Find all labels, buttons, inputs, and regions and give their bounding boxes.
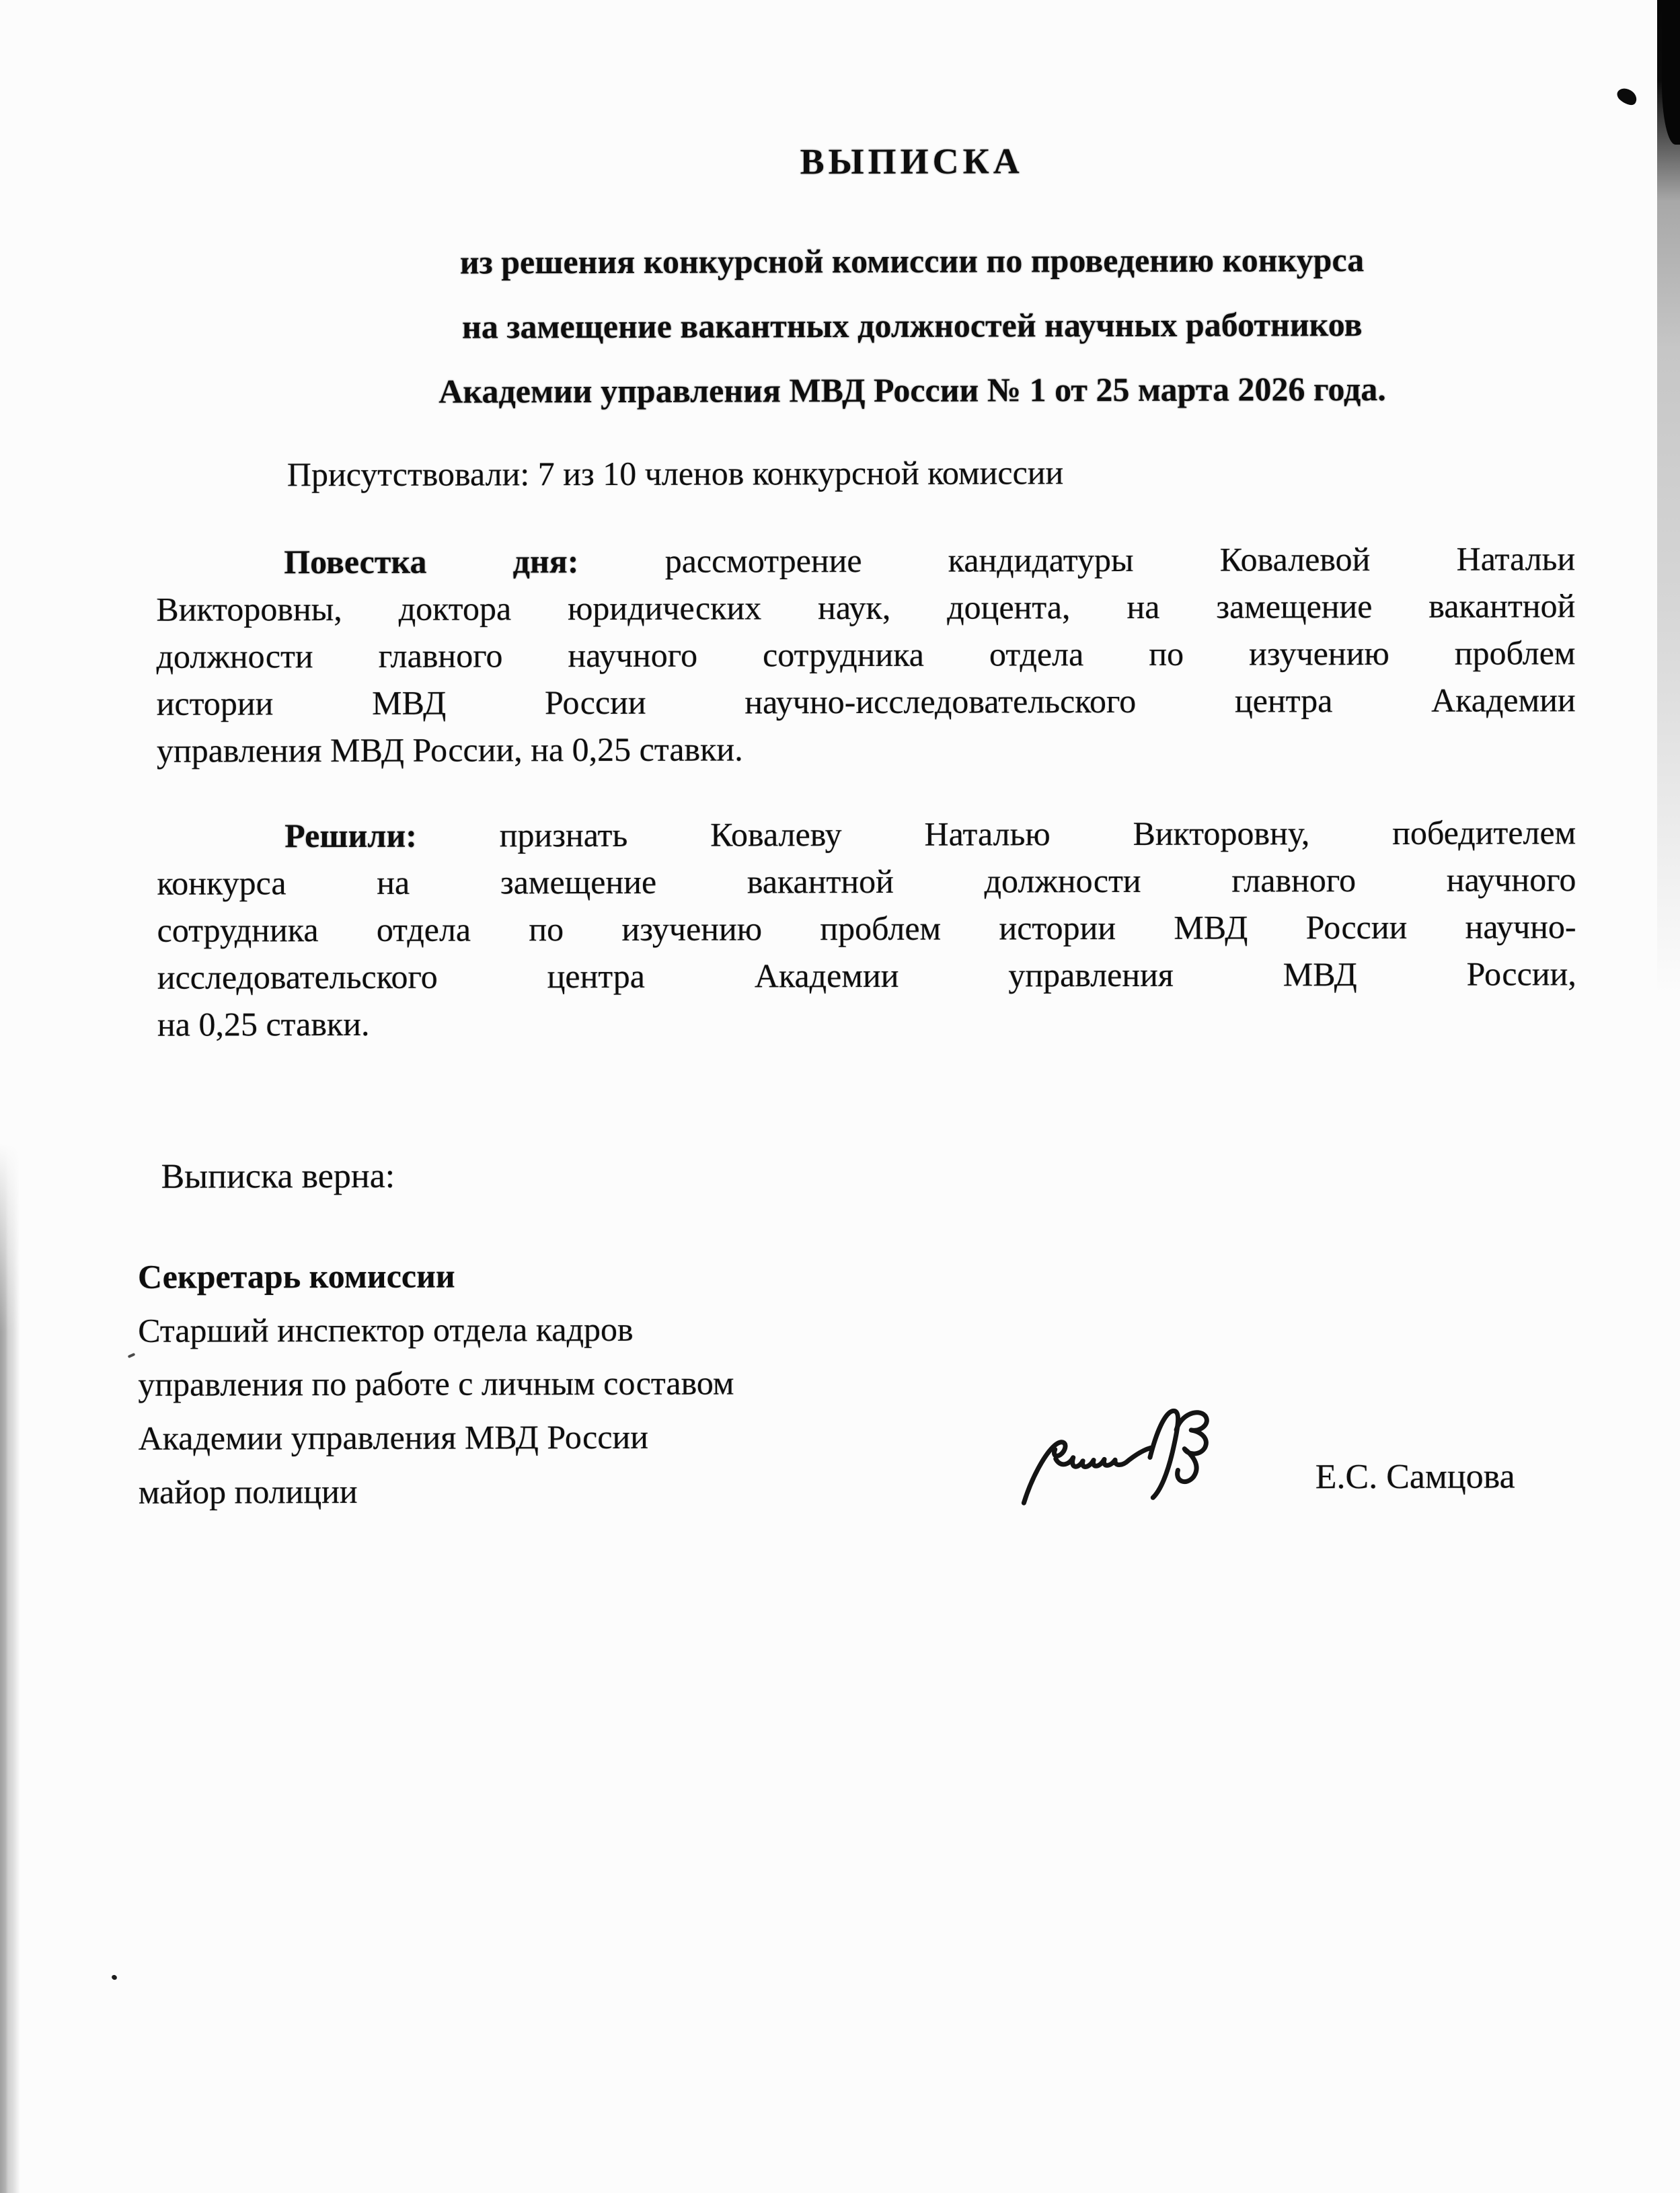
document-subtitle xyxy=(202,227,1622,424)
signer-block xyxy=(138,1247,1147,1519)
agenda-first-line xyxy=(156,535,1575,586)
ink-blot-mark xyxy=(1615,85,1640,109)
signer-line: Академии управления МВД России xyxy=(138,1417,649,1457)
scan-left-edge-fade xyxy=(0,1144,20,1332)
agenda-line: Викторовны, доктора юридических наук, доцента, на замещение вакантной xyxy=(156,587,1576,628)
dust-speck xyxy=(111,1974,118,1980)
signer-line: управления по работе с личным составом xyxy=(138,1364,734,1403)
agenda-line-text: рассмотрение кандидатуры Ковалевой Натальи xyxy=(664,540,1576,580)
decision-line: исследовательского центра Академии управления МВД России, xyxy=(157,955,1576,996)
subtitle-line: Академии управления МВД России № 1 от 25 марта 2026 года. xyxy=(438,369,1386,410)
agenda-line: должности главного научного сотрудника отдела по изучению проблем xyxy=(156,634,1576,675)
attendance-line: Присутствовали: 7 из 10 членов конкурсной комиссии xyxy=(287,453,1064,494)
signer-name: Е.С. Самцова xyxy=(1315,1457,1515,1497)
decision-first-line xyxy=(157,809,1576,860)
subtitle-line: на замещение вакантных должностей научных работников xyxy=(461,305,1363,346)
signer-line: Старший инспектор отдела кадров xyxy=(138,1310,634,1349)
document-header xyxy=(202,133,1622,424)
agenda-paragraph xyxy=(156,535,1576,774)
signer-line: майор полиции xyxy=(138,1472,358,1511)
decision-line: конкурса на замещение вакантной должности главного научного xyxy=(157,860,1576,902)
document-content xyxy=(137,0,1576,1511)
scan-corner-black-mark xyxy=(1662,0,1680,145)
decision-label: Решили: xyxy=(284,816,417,855)
agenda-label: Повестка дня: xyxy=(284,542,579,581)
certification-line: Выписка верна: xyxy=(161,1156,395,1196)
document-title: ВЫПИСКА xyxy=(800,141,1024,182)
agenda-line: управления МВД России, на 0,25 ставки. xyxy=(156,730,743,770)
handwritten-signature xyxy=(1012,1402,1221,1510)
decision-line: на 0,25 ставки. xyxy=(157,1004,370,1043)
decision-line: сотрудника отдела по изучению проблем истории МВД России научно- xyxy=(157,907,1576,949)
scan-right-edge-shadow xyxy=(1657,0,1680,1009)
agenda-line: истории МВД России научно-исследовательского центра Академии xyxy=(156,681,1576,722)
signer-role: Секретарь комиссии xyxy=(137,1257,455,1296)
subtitle-line: из решения конкурсной комиссии по проведению конкурса xyxy=(459,241,1365,281)
dust-speck xyxy=(128,1353,136,1358)
decision-paragraph xyxy=(157,809,1576,1048)
decision-line-text: признать Ковалеву Наталью Викторовну, победителем xyxy=(499,813,1576,854)
